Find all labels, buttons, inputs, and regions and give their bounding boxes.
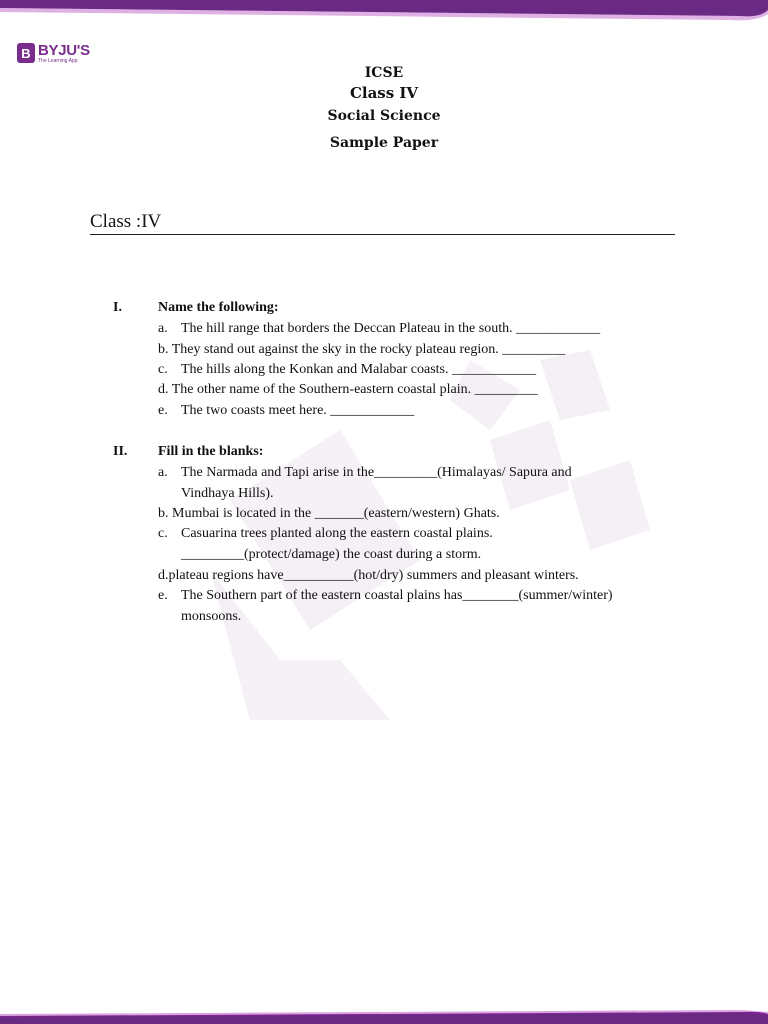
section-2-number: II. <box>113 444 128 459</box>
logo-tagline: The Learning App <box>38 58 78 64</box>
question-2d <box>158 568 579 584</box>
section-1-title: Name the following: <box>158 300 279 315</box>
question-text: The hills along the Konkan and Malabar coasts. ____________ <box>181 362 536 377</box>
question-text: The hill range that borders the Deccan Plateau in the south. ____________ <box>181 321 601 336</box>
top-header-band <box>0 0 768 22</box>
question-letter: a. <box>158 465 168 480</box>
bottom-footer-band <box>0 1010 768 1024</box>
question-1d <box>158 382 538 398</box>
section-2-title: Fill in the blanks: <box>158 444 264 459</box>
question-letter: e. <box>158 588 168 603</box>
question-letter: c. <box>158 362 168 377</box>
class-line: Class :IV <box>90 211 675 235</box>
logo-mark-icon <box>17 43 35 63</box>
question-text: Casuarina trees planted along the eastern coastal plains. <box>181 526 493 541</box>
question-text: They stand out against the sky in the rocky plateau region. _________ <box>171 342 566 357</box>
question-letter: b. <box>158 506 169 521</box>
paper-title: Sample Paper <box>329 135 439 151</box>
question-text: The Narmada and Tapi arise in the_________(Himalayas/ Sapura and <box>181 465 572 480</box>
class-title: Class IV <box>349 84 419 102</box>
question-2a-continued: Vindhaya Hills). <box>181 486 274 501</box>
question-text: plateau regions have__________(hot/dry) summers and pleasant winters. <box>168 568 579 583</box>
question-letter: a. <box>158 321 168 336</box>
question-letter: e. <box>158 403 168 418</box>
question-text: Mumbai is located in the _______(eastern/western) Ghats. <box>172 506 500 521</box>
question-letter: c. <box>158 526 168 541</box>
question-letter: b. <box>158 342 169 357</box>
logo-mark-letter: B <box>21 45 31 61</box>
question-2c-continued: _________(protect/damage) the coast during a storm. <box>181 547 482 562</box>
board-title: ICSE <box>364 65 404 81</box>
question-1a <box>158 321 600 337</box>
logo-name: BYJU'S <box>38 42 90 59</box>
section-1-number: I. <box>113 300 122 315</box>
subject-title: Social Science <box>327 108 441 124</box>
question-letter: d. <box>158 568 169 583</box>
question-2a <box>158 465 572 481</box>
question-2b <box>158 506 500 522</box>
question-1c <box>158 362 536 378</box>
question-text: The Southern part of the eastern coastal plains has________(summer/winter) <box>181 588 613 603</box>
question-2e <box>158 588 613 604</box>
question-text: The two coasts meet here. ____________ <box>181 403 415 418</box>
question-letter: d. <box>158 382 169 397</box>
question-2e-continued: monsoons. <box>181 609 242 624</box>
question-2c <box>158 526 493 542</box>
question-1e <box>158 403 414 419</box>
question-1b <box>158 342 565 358</box>
question-text: The other name of the Southern-eastern coastal plain. _________ <box>171 382 538 397</box>
byjus-logo <box>17 43 90 65</box>
